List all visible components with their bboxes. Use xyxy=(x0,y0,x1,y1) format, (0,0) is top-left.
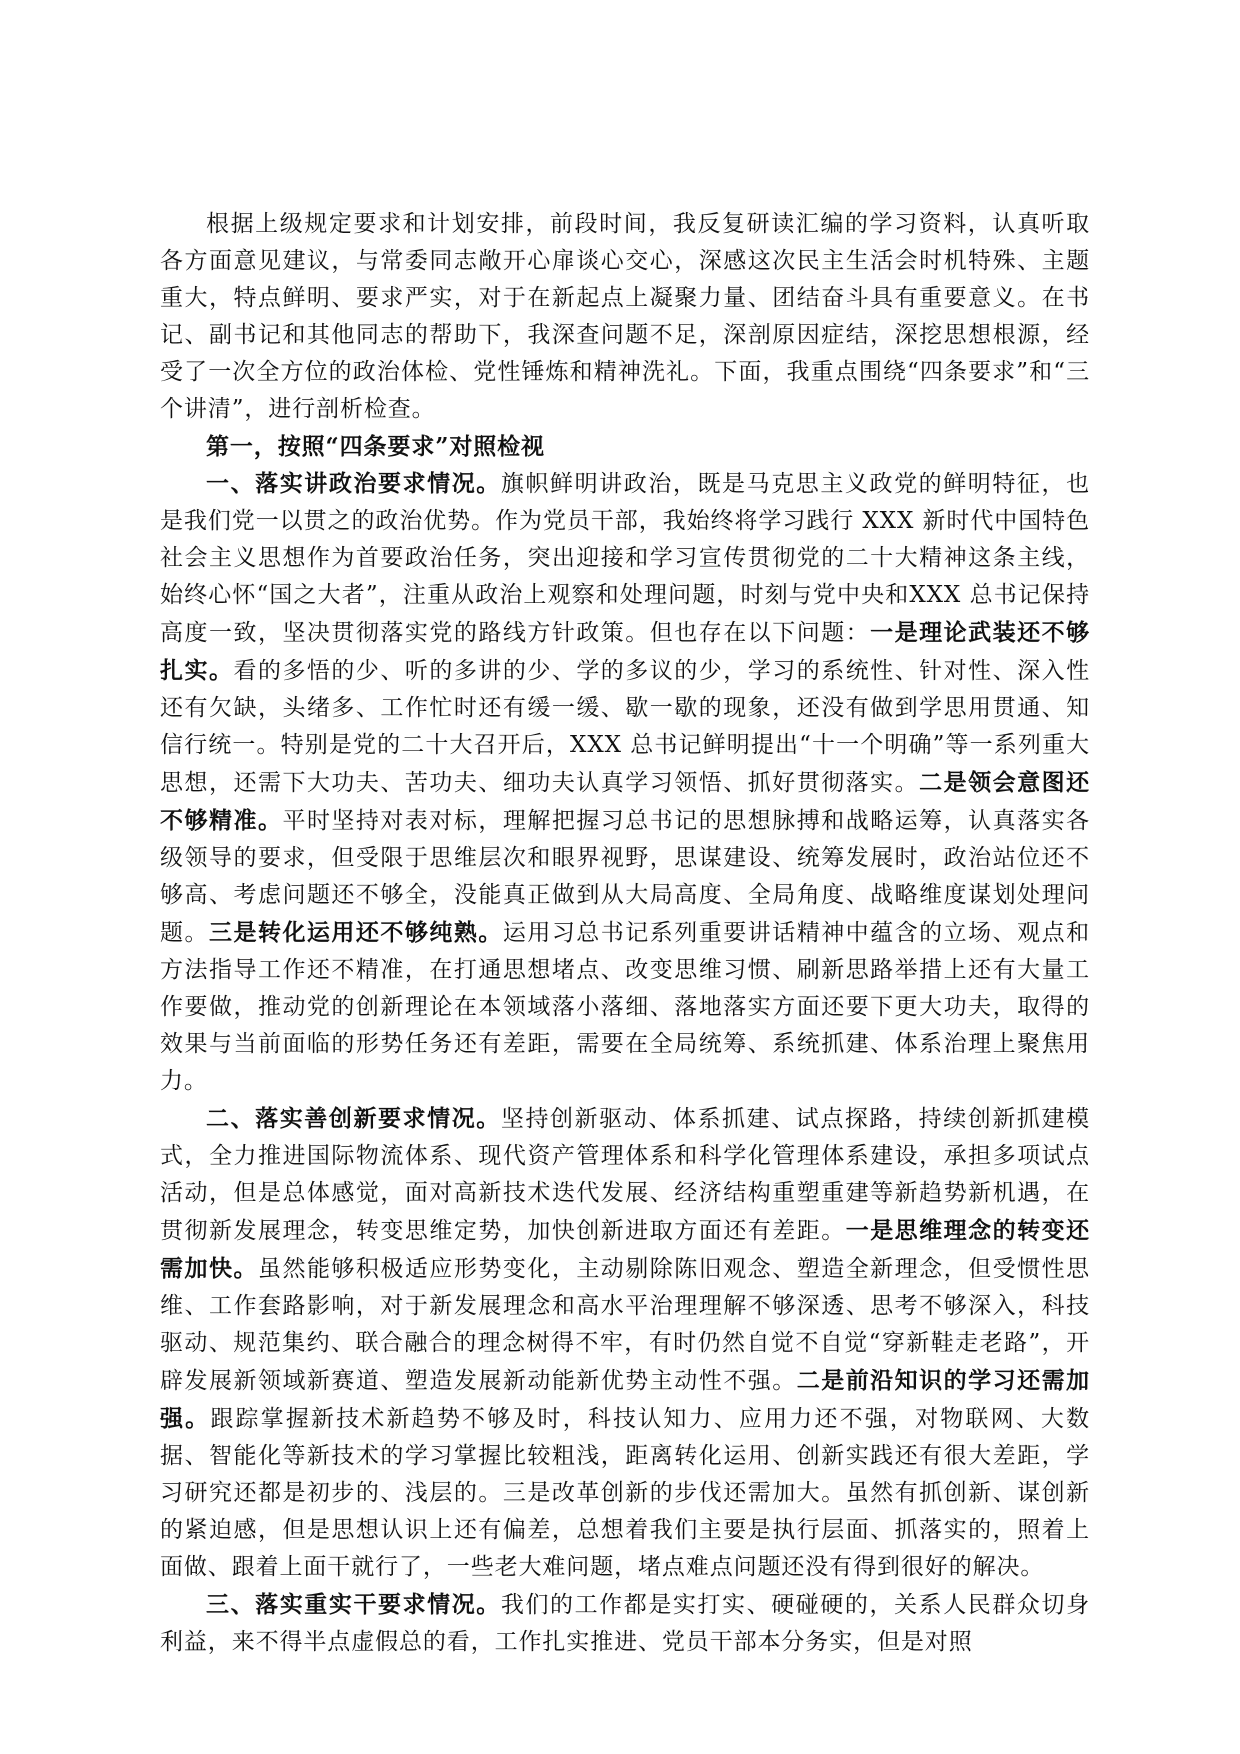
paragraph-text: 看的多悟的少、听的多讲的少、学的多议的少，学习的系统性、针对性、深入性还有欠缺，头绪多、工作忙时还有缓一缓、歇一歇的现象，还没有做到学思用贯通、知信行统一。特别是党的二十大召开后，XXX 总书记鲜明提出“十一个明确”等一系列重大思想，还需下大功夫、苦功夫、细功夫认真学习领悟、抓好贯彻落实。 xyxy=(160,658,1090,796)
intro-paragraph: 根据上级规定要求和计划安排，前段时间，我反复研读汇编的学习资料，认真听取各方面意见建议，与常委同志敞开心扉谈心交心，深感这次民主生活会时机特殊、主题重大，特点鲜明、要求严实，对于在新起点上凝聚力量、团结奋斗具有重要意义。在书记、副书记和其他同志的帮助下，我深查问题不足，深剖原因症结，深挖思想根源，经受了一次全方位的政治体检、党性锤炼和精神洗礼。下面，我重点围绕“四条要求”和“三个讲清”，进行剖析检查。 xyxy=(160,211,1090,422)
point-title: 三是转化运用还不够纯熟。 xyxy=(208,919,503,946)
point-title: 二是领会意图还不够精准。 xyxy=(160,769,1090,834)
item-title-practical: 三、落实重实干要求情况。 xyxy=(206,1591,501,1618)
item-title-innovation: 二、落实善创新要求情况。 xyxy=(206,1105,501,1132)
point-title: 一是理论武装还不够扎实。 xyxy=(160,619,1090,684)
item-title-political: 一、落实讲政治要求情况。 xyxy=(206,470,501,497)
paragraph-text: 我们的工作都是实打实、硬碰硬的，关系人民群众切身利益，来不得半点虚假总的看，工作扎实推进、党员干部本分务实，但是对照 xyxy=(160,1592,1090,1655)
point-title: 一是思维理念的转变还需加快。 xyxy=(160,1217,1091,1282)
document-body xyxy=(160,206,1090,1661)
paragraph-text: 坚持创新驱动、体系抓建、试点探路，持续创新抓建模式，全力推进国际物流体系、现代资产管理体系和科学化管理体系建设，承担多项试点活动，但是总体感觉，面对高新技术迭代发展、经济结构重塑重建等新趋势新机遇，在贯彻新发展理念，转变思维定势，加快创新进取方面还有差距。 xyxy=(160,1106,1090,1244)
section-heading: 第一，按照“四条要求”对照检视 xyxy=(206,433,545,460)
paragraph-text: 跟踪掌握新技术新趋势不够及时，科技认知力、应用力还不强，对物联网、大数据、智能化等新技术的学习掌握比较粗浅，距离转化运用、创新实践还有很大差距，学习研究还都是初步的、浅层的。三是改革创新的步伐还需加大。虽然有抓创新、谋创新的紧迫感，但是思想认识上还有偏差，总想着我们主要是执行层面、抓落实的，照着上面做、跟着上面干就行了，一些老大难问题，堵点难点问题还没有得到很好的解决。 xyxy=(160,1406,1090,1580)
paragraph-text: 虽然能够积极适应形势变化，主动剔除陈旧观念、塑造全新理念，但受惯性思维、工作套路影响，对于新发展理念和高水平治理理解不够深透、思考不够深入，科技驱动、规范集约、联合融合的理念树得不牢，有时仍然自觉不自觉“穿新鞋走老路”，开辟发展新领域新赛道、塑造发展新动能新优势主动性不强。 xyxy=(160,1256,1090,1394)
paragraph-political-requirements xyxy=(160,465,1090,1100)
paragraph-innovation-requirements xyxy=(160,1100,1090,1586)
paragraph-text: 旗帜鲜明讲政治，既是马克思主义政党的鲜明特征，也是我们党一以贯之的政治优势。作为党员干部，我始终将学习践行 XXX 新时代中国特色社会主义思想作为首要政治任务，突出迎接和学习宣传贯彻党的二十大精神这条主线，始终心怀“国之大者”，注重从政治上观察和处理问题，时刻与党中央和XXX 总书记保持高度一致，坚决贯彻落实党的路线方针政策。但也存在以下问题： xyxy=(160,471,1090,646)
paragraph-text: 运用习总书记系列重要讲话精神中蕴含的立场、观点和方法指导工作还不精准，在打通思想堵点、改变思维习惯、刷新思路举措上还有大量工作要做，推动党的创新理论在本领域落小落细、落地落实方面还要下更大功夫，取得的效果与当前面临的形势任务还有差距，需要在全局统筹、系统抓建、体系治理上聚焦用力。 xyxy=(160,920,1090,1094)
paragraph-practical-requirements xyxy=(160,1586,1090,1661)
point-title: 二是前沿知识的学习还需加强。 xyxy=(160,1367,1090,1432)
paragraph-text: 平时坚持对表对标，理解把握习总书记的思想脉搏和战略运筹，认真落实各级领导的要求，但受限于思维层次和眼界视野，思谋建设、统筹发展时，政治站位还不够高、考虑问题还不够全，没能真正做到从大局高度、全局角度、战略维度谋划处理问题。 xyxy=(160,808,1091,946)
